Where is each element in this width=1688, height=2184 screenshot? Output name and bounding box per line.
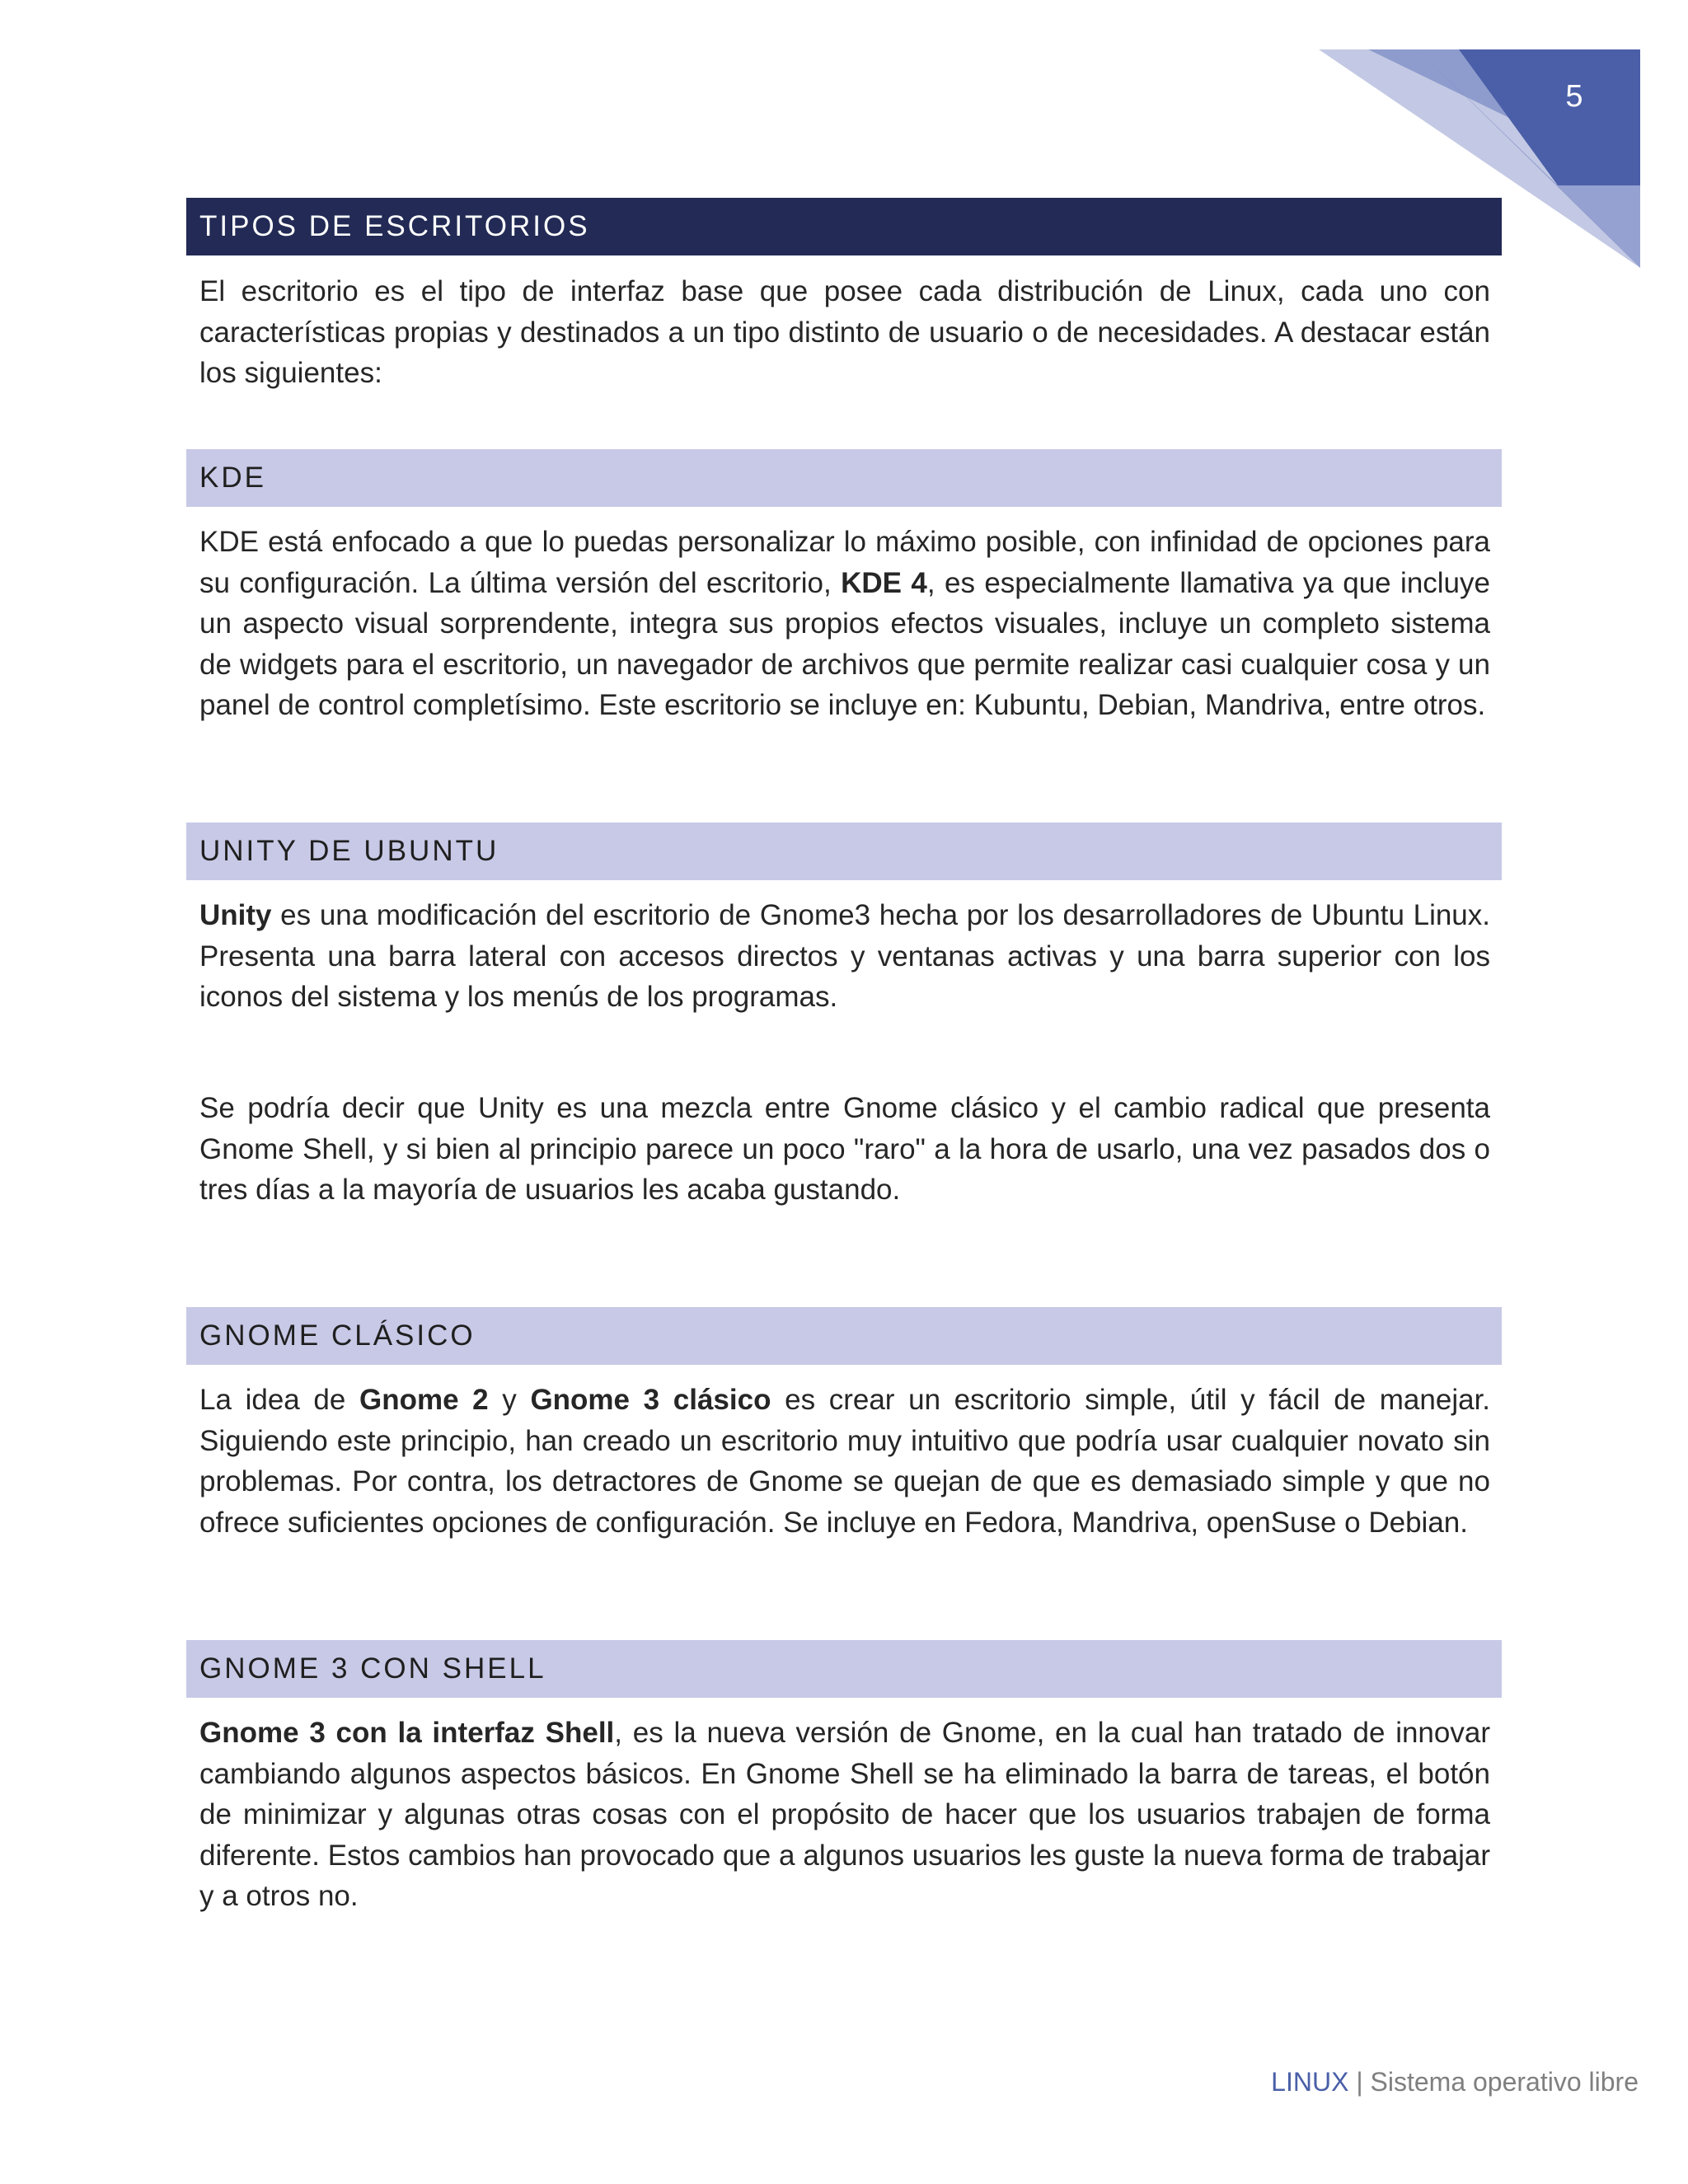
gnome-clasico-text-c: es crear un escritorio simple, útil y fácil de manejar. Siguiendo este principio, han creado un escritorio muy intuitivo que podría usar cualquier novato sin problemas. Por contra, los detractores de Gnome se quejan de que es demasiado simple y que no ofrece suficientes opciones de configuración. Se incluye en Fedora, Mandriva, openSuse o Debian. (199, 1384, 1491, 1539)
unity-bold: Unity (199, 899, 272, 931)
section-heading-gnome-clasico: GNOME CLÁSICO (186, 1307, 1502, 1365)
paragraph-gnome-clasico (199, 1380, 1490, 1543)
footer-separator: | (1356, 2067, 1363, 2097)
paragraph-unity-1 (199, 895, 1490, 1018)
gnome-shell-bold: Gnome 3 con la interfaz Shell (199, 1717, 615, 1749)
section-heading-tipos-de-escritorios: TIPOS DE ESCRITORIOS (186, 198, 1502, 255)
gnome-clasico-text-b: y (488, 1384, 531, 1416)
section-heading-kde: KDE (186, 449, 1502, 507)
gnome-clasico-text-a: La idea de (199, 1384, 359, 1416)
unity-text-after: es una modificación del escritorio de Gnome3 hecha por los desarrolladores de Ubuntu Linux. Presenta una barra lateral con accesos directos y ventanas activas y una barra superior con los iconos del sistema y los menús de los programas. (199, 899, 1490, 1013)
paragraph-kde (199, 522, 1490, 726)
gnome-2-bold: Gnome 2 (359, 1384, 489, 1416)
paragraph-unity-2: Se podría decir que Unity es una mezcla entre Gnome clásico y el cambio radical que presenta Gnome Shell, y si bien al principio parece un poco "raro" a la hora de usarlo, una vez pasados dos o tres días a la mayoría de usuarios les acaba gustando. (199, 1092, 1490, 1206)
paragraph-gnome-shell (199, 1713, 1490, 1917)
kde-version-bold: KDE 4 (841, 566, 927, 599)
kde-text-before: KDE está enfocado a que lo puedas personalizar lo máximo posible, con infinidad de opciones para su configuración. La última versión del escritorio, (199, 526, 1490, 599)
footer-brand: LINUX (1271, 2067, 1349, 2097)
page-number: 5 (1565, 79, 1583, 114)
kde-text-after: , es especialmente llamativa ya que incluye un aspecto visual sorprendente, integra sus propios efectos visuales, incluye un completo sistema de widgets para el escritorio, un navegador de archivos que permite realizar casi cualquier cosa y un panel de control completísimo. Este escritorio se incluye en: Kubuntu, Debian, Mandriva, entre otros. (199, 566, 1490, 721)
gnome-shell-text-after: , es la nueva versión de Gnome, en la cual han tratado de innovar cambiando algunos aspectos básicos. En Gnome Shell se ha eliminado la barra de tareas, el botón de minimizar y algunas otras cosas con el propósito de hacer que los usuarios trabajen de forma diferente. Estos cambios han provocado que a algunos usuarios les guste la nueva forma de trabajar y a otros no. (199, 1717, 1490, 1912)
gnome-3-clasico-bold: Gnome 3 clásico (530, 1384, 771, 1416)
section-heading-unity: UNITY DE UBUNTU (186, 823, 1502, 880)
section-heading-gnome-shell: GNOME 3 CON SHELL (186, 1640, 1502, 1698)
footer-subtitle: Sistema operativo libre (1370, 2067, 1639, 2097)
page-footer (1271, 2067, 1639, 2097)
paragraph-tipos-intro: El escritorio es el tipo de interfaz base que posee cada distribución de Linux, cada uno con características propias y destinados a un tipo distinto de usuario o de necesidades. A destacar están los siguientes: (199, 275, 1490, 389)
